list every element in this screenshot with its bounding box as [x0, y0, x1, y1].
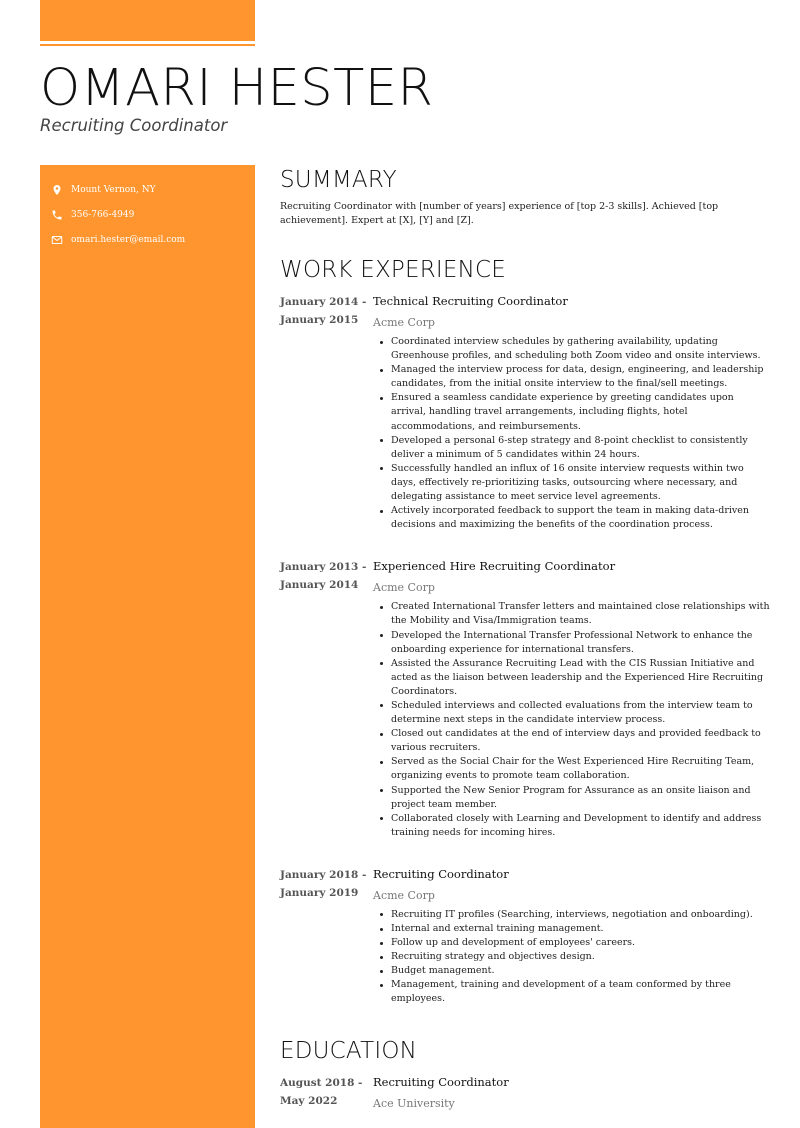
entry-date-end: January 2015	[280, 314, 359, 326]
entry-company: Acme Corp	[373, 581, 435, 595]
entry-company: Acme Corp	[373, 888, 435, 902]
entry-date	[280, 557, 373, 840]
main-content	[280, 166, 770, 1111]
contact-email	[40, 227, 255, 252]
candidate-title: Recruiting Coordinator	[40, 116, 228, 135]
entry-bullets	[373, 335, 770, 532]
contact-location	[40, 177, 255, 202]
work-entry	[280, 557, 770, 840]
bullet-item: Budget management.	[373, 964, 770, 978]
education-section	[280, 1037, 770, 1111]
entry-role: Experienced Hire Recruiting Coordinator	[373, 559, 616, 574]
entry-role: Recruiting Coordinator	[373, 866, 509, 881]
header-accent-bar	[40, 0, 255, 41]
entry-date	[280, 865, 373, 1007]
work-experience-section	[280, 256, 770, 1007]
summary-heading: SUMMARY	[280, 167, 397, 193]
entry-date	[280, 1073, 373, 1111]
entry-date-start: January 2014 -	[280, 296, 367, 308]
bullet-item: Closed out candidates at the end of interview days and provided feedback to various recruiters.	[373, 727, 770, 755]
education-heading: EDUCATION	[280, 1037, 418, 1064]
bullet-item: Successfully handled an influx of 16 onsite interview requests within two days, effectively re-prioritizing tasks, outsourcing where necessary, and delegating assistance to meet service level agreements.	[373, 462, 770, 504]
entry-date-start: January 2013 -	[280, 561, 367, 574]
entry-company: Acme Corp	[373, 316, 435, 329]
entry-school: Ace University	[373, 1096, 455, 1110]
bullet-item: Management, training and development of a team conformed by three employees.	[373, 978, 770, 1006]
entry-date-end: January 2019	[280, 886, 359, 899]
entry-degree: Recruiting Coordinator	[373, 1074, 509, 1089]
work-entry	[280, 292, 770, 532]
contact-phone	[40, 202, 255, 227]
entry-bullets	[373, 908, 770, 1007]
sidebar	[40, 165, 255, 1128]
entry-bullets	[373, 600, 770, 840]
envelope-icon	[51, 234, 63, 246]
bullet-item: Recruiting strategy and objectives design.	[373, 950, 770, 964]
entry-date	[280, 292, 373, 532]
bullet-item: Internal and external training management.	[373, 922, 770, 936]
entry-body	[373, 557, 770, 840]
summary-section	[280, 166, 770, 227]
work-entry	[280, 865, 770, 1007]
candidate-name: OMARI HESTER	[40, 59, 434, 118]
bullet-item: Follow up and development of employees' careers.	[373, 936, 770, 950]
bullet-item: Created International Transfer letters and maintained close relationships with the Mobility and Visa/Immigration teams.	[373, 600, 770, 628]
phone-icon	[51, 209, 63, 221]
bullet-item: Assisted the Assurance Recruiting Lead with the CIS Russian Initiative and acted as the liaison between leadership and the Experienced Hire Recruiting Coordinators.	[373, 657, 770, 699]
bullet-item: Scheduled interviews and collected evaluations from the interview team to determine next steps in the candidate interview process.	[373, 699, 770, 727]
entry-body	[373, 865, 770, 1007]
contact-phone-text: 356-766-4949	[71, 209, 135, 220]
entry-date-start: August 2018 -	[280, 1076, 363, 1089]
bullet-item: Actively incorporated feedback to support the team in making data-driven decisions and maximizing the benefits of the coordination process.	[373, 504, 770, 532]
entry-body	[373, 1073, 770, 1111]
bullet-item: Supported the New Senior Program for Assurance as an onsite liaison and project team member.	[373, 784, 770, 812]
bullet-item: Recruiting IT profiles (Searching, interviews, negotiation and onboarding).	[373, 908, 770, 922]
contact-location-text: Mount Vernon, NY	[71, 184, 156, 195]
bullet-item: Managed the interview process for data, design, engineering, and leadership candidates, from the initial onsite interview to the final/sell meetings.	[373, 363, 770, 391]
entry-body	[373, 292, 770, 532]
bullet-item: Developed a personal 6-step strategy and 8-point checklist to consistently deliver a minimum of 5 candidates within 24 hours.	[373, 434, 770, 462]
work-experience-heading: WORK EXPERIENCE	[280, 257, 507, 283]
entry-date-end: May 2022	[280, 1094, 338, 1107]
contact-email-text: omari.hester@email.com	[71, 234, 186, 245]
bullet-item: Developed the International Transfer Professional Network to enhance the onboarding experience for international transfers.	[373, 629, 770, 657]
education-entry	[280, 1073, 770, 1111]
bullet-item: Coordinated interview schedules by gathering availability, updating Greenhouse profiles, and scheduling both Zoom video and onsite interviews.	[373, 335, 770, 363]
entry-role: Technical Recruiting Coordinator	[373, 294, 568, 308]
header-accent-line	[40, 44, 255, 46]
entry-date-start: January 2018 -	[280, 868, 367, 881]
bullet-item: Collaborated closely with Learning and Development to identify and address training needs for incoming hires.	[373, 812, 770, 840]
entry-date-end: January 2014	[280, 579, 359, 592]
location-pin-icon	[51, 184, 63, 196]
bullet-item: Ensured a seamless candidate experience by greeting candidates upon arrival, handling travel arrangements, including flights, hotel accommodations, and reimbursements.	[373, 391, 770, 433]
bullet-item: Served as the Social Chair for the West Experienced Hire Recruiting Team, organizing events to promote team collaboration.	[373, 755, 770, 783]
summary-text: Recruiting Coordinator with [number of years] experience of [top 2-3 skills]. Achieved [top achievement]. Expert at [X], [Y] and [Z].	[280, 201, 719, 226]
